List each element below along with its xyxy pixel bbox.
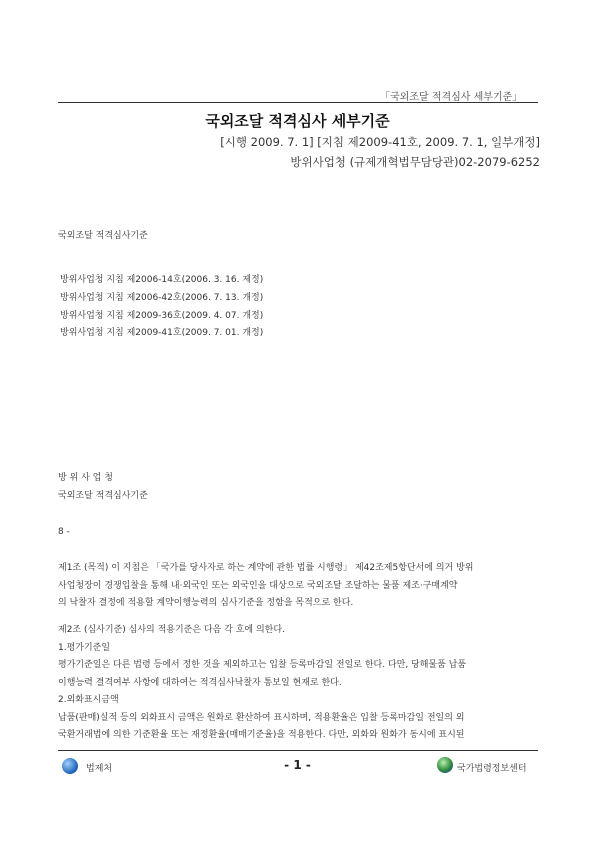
footer-right-label: 국가법령정보센터 [457,764,527,774]
article-2-line: 1.평가기준일 [58,642,111,653]
history-item: 방위사업청 지침 제2006-14호(2006. 3. 16. 제정) [60,275,264,285]
page-number: - 1 - [284,758,311,772]
doc-name: 국외조달 적격심사기준 [58,231,148,241]
article-1-line: 제1조 (목적) 이 지침은 「국가를 당사자로 하는 계약에 관한 법률 시행령」 제42조제5항단서에 의거 방위 [58,563,474,573]
article-2-line: 평가기준일은 다른 법령 등에서 정한 것을 제외하고는 입찰 등록마감일 전일로 한다. 다만, 당해물품 납품 [58,660,467,670]
article-2-line: 이행능력 결격여부 사항에 대하여는 적격심사낙찰자 통보일 현재로 한다. [58,677,342,688]
document-title: 국외조달 적격심사 세부기준 [205,112,390,130]
article-2-line: 납품(판매)실적 등의 외화표시 금액은 원화로 환산하여 표시하며, 적용환율은 입찰 등록마감일 전일의 외 [58,712,465,723]
article-1-line: 의 낙찰자 결정에 적용할 계약이행능력의 심사기준을 정함을 목적으로 한다. [58,598,354,608]
history-item: 방위사업청 지침 제2009-41호(2009. 7. 01. 개정) [60,328,264,338]
article-2-line: 제2조 (심사기준) 심사의 적용기준은 다음 각 호에 의한다. [58,625,285,635]
header-divider [58,102,538,103]
article-1-line: 사업청장이 경쟁입찰을 통해 내·외국인 또는 외국인을 대상으로 국외조달 조달하는 물품 제조·구매계약 [58,580,458,591]
issuer-name: 국외조달 적격심사기준 [58,491,148,501]
article-1 [58,560,540,613]
issuer-agency: 방 위 사 업 청 [58,473,113,483]
article-2-line: 국환거래법에 의한 기준환율 또는 재정환율(매매기준율)을 적용한다. 다만, 외화와 원화가 동시에 표시된 [58,730,465,740]
history-item: 방위사업청 지침 제2009-36호(2009. 4. 07. 개정) [60,311,264,321]
footer-divider [58,750,538,751]
section-marker: 8 - [58,527,70,537]
globe-icon [437,757,453,773]
running-header-title: 「국외조달 적격심사 세부기준」 [380,92,523,103]
history-item: 방위사업청 지침 제2006-42호(2006. 7. 13. 개정) [60,293,264,303]
revision-info: [시행 2009. 7. 1] [지침 제2009-41호, 2009. 7. 1, 일부개정] [220,135,540,149]
footer-left-label: 법제처 [86,764,113,774]
article-2-line: 2.외화표시금액 [58,695,119,705]
contact-info: 방위사업청 (규제개혁법무담당관)02-2079-6252 [290,155,540,169]
article-2 [58,622,540,745]
